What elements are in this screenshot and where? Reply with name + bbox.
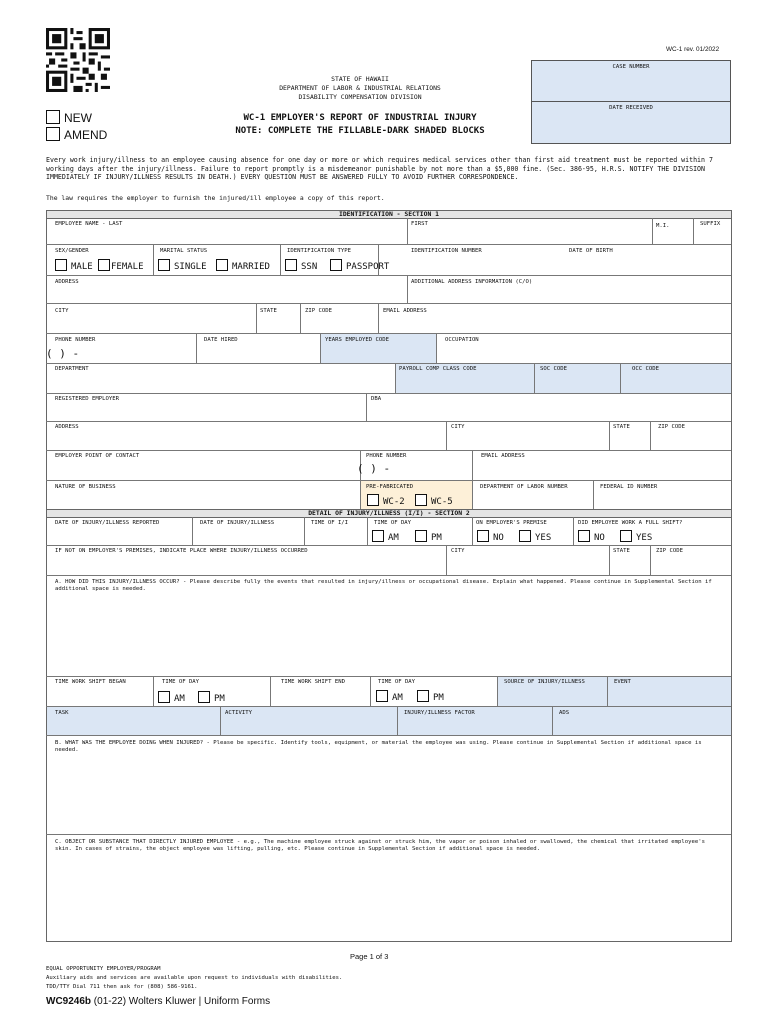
ads-label: ADS <box>559 710 570 716</box>
ii-state-label: STATE <box>613 548 630 554</box>
single-checkbox[interactable] <box>158 259 170 271</box>
copy-note: The law requires the employer to furnish the injured/ill employee a copy of this report. <box>46 194 385 202</box>
tdd-statement: TDD/TTY Dial 711 then ask for (808) 586-9161. <box>46 984 198 990</box>
email-label: EMAIL ADDRESS <box>383 308 427 314</box>
occupation-label: OCCUPATION <box>445 337 479 343</box>
new-checkbox[interactable] <box>46 110 60 124</box>
date-received-field[interactable] <box>531 101 731 144</box>
date-of-ii-label: DATE OF INJURY/ILLNESS <box>200 520 275 526</box>
female-label: FEMALE <box>111 262 144 272</box>
payroll-class-label: PAYROLL COMP CLASS CODE <box>399 366 477 372</box>
form-revision: WC-1 rev. 01/2022 <box>666 46 720 53</box>
page-number: Page 1 of 3 <box>350 952 389 961</box>
ii-am-option[interactable] <box>372 530 399 544</box>
state-name: STATE OF HAWAII <box>331 75 389 83</box>
amend-checkbox[interactable] <box>46 127 60 141</box>
ii-am-label: AM <box>388 533 399 543</box>
dob-label: DATE OF BIRTH <box>569 248 613 254</box>
federal-id-label: FEDERAL ID NUMBER <box>600 484 658 490</box>
not-on-premise-label: IF NOT ON EMPLOYER'S PREMISES, INDICATE PLACE WHERE INJURY/ILLNESS OCCURRED <box>55 548 308 554</box>
task-activity-field[interactable] <box>47 707 731 735</box>
years-employed-code-label: YEARS EMPLOYED CODE <box>325 337 389 343</box>
ii-pm-option[interactable] <box>415 530 442 544</box>
factor-label: INJURY/ILLNESS FACTOR <box>404 710 475 716</box>
ssn-checkbox[interactable] <box>285 259 297 271</box>
form-title: WC-1 EMPLOYER'S REPORT OF INDUSTRIAL INJURY <box>243 113 477 123</box>
ii-pm-label: PM <box>431 533 442 543</box>
city-label: CITY <box>55 308 69 314</box>
nature-of-business-label: NATURE OF BUSINESS <box>55 484 116 490</box>
additional-address-label: ADDITIONAL ADDRESS INFORMATION (C/O) <box>411 279 533 285</box>
id-type-label: IDENTIFICATION TYPE <box>287 248 351 254</box>
began-am-option[interactable] <box>158 691 185 705</box>
premise-yes-checkbox[interactable] <box>519 530 531 542</box>
department-label: DEPARTMENT <box>55 366 89 372</box>
end-am-checkbox[interactable] <box>376 690 388 702</box>
publisher: (01-22) Wolters Kluwer | Uniform Forms <box>93 996 271 1007</box>
soc-code-label: SOC CODE <box>540 366 567 372</box>
shift-no-option[interactable] <box>578 530 605 544</box>
question-a-answer[interactable] <box>55 598 715 674</box>
shift-no-checkbox[interactable] <box>578 530 590 542</box>
question-c-answer[interactable] <box>55 864 715 934</box>
began-am-checkbox[interactable] <box>158 691 170 703</box>
section2-header: DETAIL OF INJURY/ILLNESS (I/I) - SECTION 2 <box>47 509 731 518</box>
form-subtitle: NOTE: COMPLETE THE FILLABLE-DARK SHADED BLOCKS <box>235 126 485 136</box>
end-pm-label: PM <box>433 693 444 703</box>
wc2-option[interactable] <box>367 494 405 508</box>
poc-label: EMPLOYER POINT OF CONTACT <box>55 453 140 459</box>
employer-address-label: ADDRESS <box>55 424 79 430</box>
female-checkbox[interactable] <box>98 259 110 271</box>
zip-label: ZIP CODE <box>305 308 332 314</box>
wc2-label: WC-2 <box>383 497 405 507</box>
registered-employer-label: REGISTERED EMPLOYER <box>55 396 119 402</box>
passport-checkbox[interactable] <box>330 259 342 271</box>
case-number-field[interactable] <box>531 60 731 103</box>
intro-paragraph: Every work injury/illness to an employee causing absence for one day or more or which requires medical services other than first aid treatment must be reported within 7 working days after the injury/illness. Failure to report promptly is a misdemeanor punishable by not more than a $5,000 fine. (Sec. 386-95, H.R.S. NOTIFY THE DIVISION IMMEDIATELY IF INJURY/ILLNESS RESULTS IN DEATH.) EVERY QUESTION MUST BE ANSWERED FULLY TO AVOID FURTHER CORRESPONDENCE. <box>46 156 713 181</box>
occ-code-label: OCC CODE <box>632 366 659 372</box>
began-pm-option[interactable] <box>198 691 225 705</box>
form-frame <box>46 210 732 942</box>
premise-yes-label: YES <box>535 533 552 543</box>
question-c: C. OBJECT OR SUBSTANCE THAT DIRECTLY INJURED EMPLOYEE - e.g., The machine employee struck against or struck him, the vapor or poison inhaled or swallowed, the chemical that irritated employee's skin. In cases of strains, the object employee was lifting, pulling, etc. Please continue in Supplemental Section if additional space is needed. <box>55 839 705 852</box>
premise-no-label: NO <box>493 533 504 543</box>
poc-email-label: EMAIL ADDRESS <box>481 453 525 459</box>
amend-option[interactable] <box>46 124 107 143</box>
question-b: B. WHAT WAS THE EMPLOYEE DOING WHEN INJURED? - Please be specific. Identify tools, equipment, or material the employee was using. Please continue in Supplemental Section if additional space is needed. <box>55 740 702 753</box>
prefab-label: PRE-FABRICATED <box>366 484 414 490</box>
ssn-label: SSN <box>301 262 318 272</box>
began-time-of-day-label: TIME OF DAY <box>162 679 200 685</box>
ssn-option[interactable] <box>285 259 317 273</box>
phone-label: PHONE NUMBER <box>55 337 96 343</box>
end-am-option[interactable] <box>376 690 403 704</box>
task-label: TASK <box>55 710 69 716</box>
amend-label: AMEND <box>64 128 108 142</box>
single-option[interactable] <box>158 259 207 273</box>
state-label: STATE <box>260 308 277 314</box>
question-b-answer[interactable] <box>55 760 715 830</box>
sex-gender-label: SEX/GENDER <box>55 248 89 254</box>
premise-no-checkbox[interactable] <box>477 530 489 542</box>
end-pm-checkbox[interactable] <box>417 690 429 702</box>
dol-number-label: DEPARTMENT OF LABOR NUMBER <box>480 484 568 490</box>
poc-phone-mask[interactable]: ( ) - <box>357 462 391 475</box>
began-am-label: AM <box>174 694 185 704</box>
premise-no-option[interactable] <box>477 530 504 544</box>
shift-end-label: TIME WORK SHIFT END <box>281 679 345 685</box>
employer-zip-label: ZIP CODE <box>658 424 685 430</box>
footer-publisher-line <box>46 996 270 1007</box>
mi-label: M.I. <box>656 223 670 229</box>
married-label: MARRIED <box>232 262 270 272</box>
aids-statement: Auxiliary aids and services are available upon request to individuals with disabilities. <box>46 975 343 981</box>
passport-label: PASSPORT <box>346 262 390 272</box>
division-name: DISABILITY COMPENSATION DIVISION <box>298 93 422 101</box>
question-a: A. HOW DID THIS INJURY/ILLNESS OCCUR? - Please describe fully the events that resulted in injury/illness or occupational disease. Explain what happened. Please continue in Supplemental Section if additional space is needed. <box>55 579 712 592</box>
ii-am-checkbox[interactable] <box>372 530 384 542</box>
form-code: WC9246b <box>46 996 92 1007</box>
phone-mask[interactable]: ( ) - <box>46 347 80 360</box>
suffix-label: SUFFIX <box>700 221 721 227</box>
male-checkbox[interactable] <box>55 259 67 271</box>
shift-no-label: NO <box>594 533 605 543</box>
shift-yes-checkbox[interactable] <box>620 530 632 542</box>
date-reported-label: DATE OF INJURY/ILLNESS REPORTED <box>55 520 160 526</box>
passport-option[interactable] <box>330 259 389 273</box>
end-time-of-day-label: TIME OF DAY <box>378 679 416 685</box>
eoe-statement: EQUAL OPPORTUNITY EMPLOYER/PROGRAM <box>46 966 161 972</box>
began-pm-label: PM <box>214 694 225 704</box>
shift-yes-option[interactable] <box>620 530 652 544</box>
female-option[interactable] <box>98 259 144 273</box>
qr-code-image <box>46 28 110 92</box>
source-label: SOURCE OF INJURY/ILLNESS <box>504 679 585 685</box>
ii-pm-checkbox[interactable] <box>415 530 427 542</box>
shift-yes-label: YES <box>636 533 653 543</box>
on-premise-label: ON EMPLOYER'S PREMISE <box>476 520 547 526</box>
poc-phone-label: PHONE NUMBER <box>366 453 407 459</box>
wc5-option[interactable] <box>415 494 453 508</box>
time-of-day-label: TIME OF DAY <box>374 520 412 526</box>
new-label: NEW <box>64 111 92 125</box>
married-checkbox[interactable] <box>216 259 228 271</box>
section1-header: IDENTIFICATION - SECTION 1 <box>47 210 731 219</box>
male-option[interactable] <box>55 259 93 273</box>
address-label: ADDRESS <box>55 279 79 285</box>
first-name-label: FIRST <box>411 221 428 227</box>
department-name: DEPARTMENT OF LABOR & INDUSTRIAL RELATIONS <box>279 84 441 92</box>
shift-began-label: TIME WORK SHIFT BEGAN <box>55 679 126 685</box>
case-number-label: CASE NUMBER <box>612 64 650 70</box>
date-hired-label: DATE HIRED <box>204 337 238 343</box>
employer-state-label: STATE <box>613 424 630 430</box>
event-label: EVENT <box>614 679 631 685</box>
ii-city-label: CITY <box>451 548 465 554</box>
date-received-label: DATE RECEIVED <box>609 105 653 111</box>
ii-zip-label: ZIP CODE <box>656 548 683 554</box>
married-option[interactable] <box>216 259 270 273</box>
full-shift-label: DID EMPLOYEE WORK A FULL SHIFT? <box>578 520 683 526</box>
marital-status-label: MARITAL STATUS <box>160 248 208 254</box>
activity-label: ACTIVITY <box>225 710 252 716</box>
began-pm-checkbox[interactable] <box>198 691 210 703</box>
dba-label: DBA <box>371 396 382 402</box>
male-label: MALE <box>71 262 93 272</box>
wc2-checkbox[interactable] <box>367 494 379 506</box>
employee-last-name-label: EMPLOYEE NAME - LAST <box>55 221 123 227</box>
id-number-label: IDENTIFICATION NUMBER <box>411 248 482 254</box>
end-pm-option[interactable] <box>417 690 444 704</box>
wc5-checkbox[interactable] <box>415 494 427 506</box>
premise-yes-option[interactable] <box>519 530 551 544</box>
time-of-ii-label: TIME OF I/I <box>311 520 349 526</box>
single-label: SINGLE <box>174 262 207 272</box>
wc5-label: WC-5 <box>431 497 453 507</box>
end-am-label: AM <box>392 693 403 703</box>
employer-city-label: CITY <box>451 424 465 430</box>
